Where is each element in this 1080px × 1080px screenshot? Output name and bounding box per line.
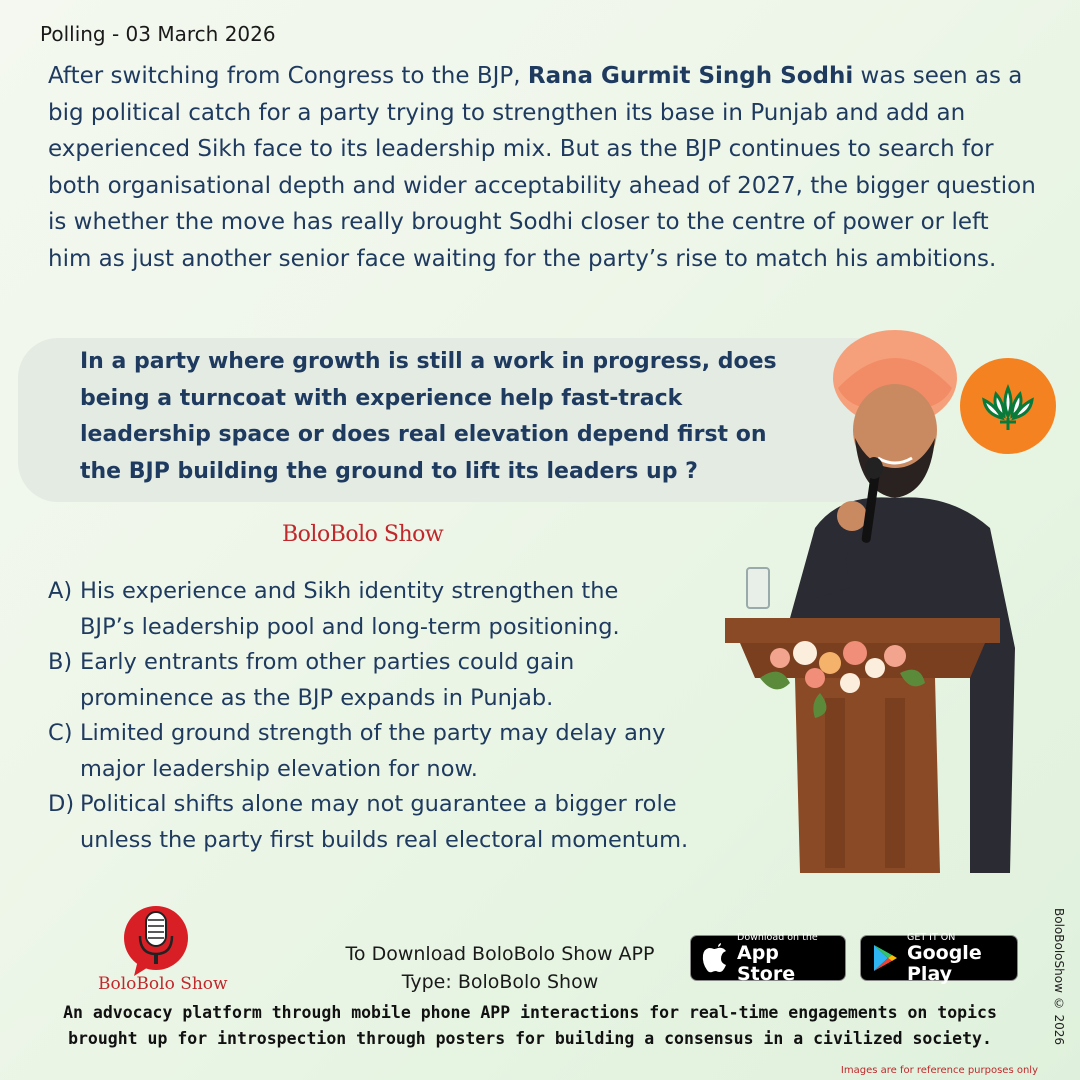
image-disclaimer: Images are for reference purposes only [840,1065,1038,1076]
lotus-badge [960,358,1056,454]
intro-person-name: Rana Gurmit Singh Sodhi [527,63,854,89]
poll-question: In a party where growth is still a work in progress, does being a turncoat with experience help fast-track leadership space or does real elevation depend first on the BJP building the ground to lift its leaders up ? [80,349,777,484]
google-play-label: Google Play [907,941,982,985]
option-text: His experience and Sikh identity strengthen the [80,578,619,604]
tagline [20,1000,1040,1052]
google-play-button[interactable] [860,931,1018,985]
option-text: major leadership elevation for now. [80,755,478,782]
option-text: prominence as the BJP expands in Punjab. [80,684,554,711]
download-line: To Download BoloBolo Show APP [345,943,655,965]
option-text: Political shifts alone may not guarantee a bigger role [80,791,677,817]
intro-text-end: was seen as a big political catch for a party trying to strengthen its base in Punjab and add an experienced Sikh face to its leadership mix. But as the BJP continues to search for both organisational depth and wider acceptability ahead of 2027, the bigger question is whether the move has really brought Sodhi closer to the centre of power or left him as just another senior face waiting for the party’s rise to match his ambitions. [48,63,1036,272]
option-letter: A) [48,578,73,604]
option-letter: B) [48,649,73,675]
app-store-button[interactable] [690,931,846,985]
option-text: unless the party first builds real electoral momentum. [80,826,689,853]
poll-options [48,574,768,858]
option-b[interactable] [48,645,768,716]
poll-date: Polling - 03 March 2026 [40,22,276,46]
intro-text-start: After switching from Congress to the BJP, [48,63,528,89]
option-a[interactable] [48,574,768,645]
apple-icon [701,943,729,973]
option-text: Limited ground strength of the party may delay any [80,720,666,746]
footer-brand-name: BoloBolo Show [98,974,228,994]
option-text: BJP’s leadership pool and long-term positioning. [80,613,620,640]
lotus-icon [960,358,1056,454]
google-play-small-text: GET IT ON [907,931,956,943]
download-type-line: Type: BoloBolo Show [401,971,599,993]
copyright-notice: BoloBoloShow © 2026 [1052,908,1066,1046]
option-c[interactable] [48,716,768,787]
microphone-icon [98,900,228,980]
download-info [330,940,670,996]
option-text: Early entrants from other parties could gain [80,649,575,675]
app-store-small-text: Download on the [737,931,818,943]
google-play-icon [871,943,899,973]
tagline-line: An advocacy platform through mobile phone APP interactions for real-time engagements on topics [63,1003,997,1022]
brand-wordmark: BoloBolo Show [282,522,444,547]
app-store-label: App Store [737,941,796,985]
option-letter: D) [48,791,75,817]
tagline-line: brought up for introspection through posters for building a consensus in a civilized society. [68,1029,992,1048]
option-d[interactable] [48,787,768,858]
option-letter: C) [48,720,73,746]
intro-paragraph [48,58,1038,277]
